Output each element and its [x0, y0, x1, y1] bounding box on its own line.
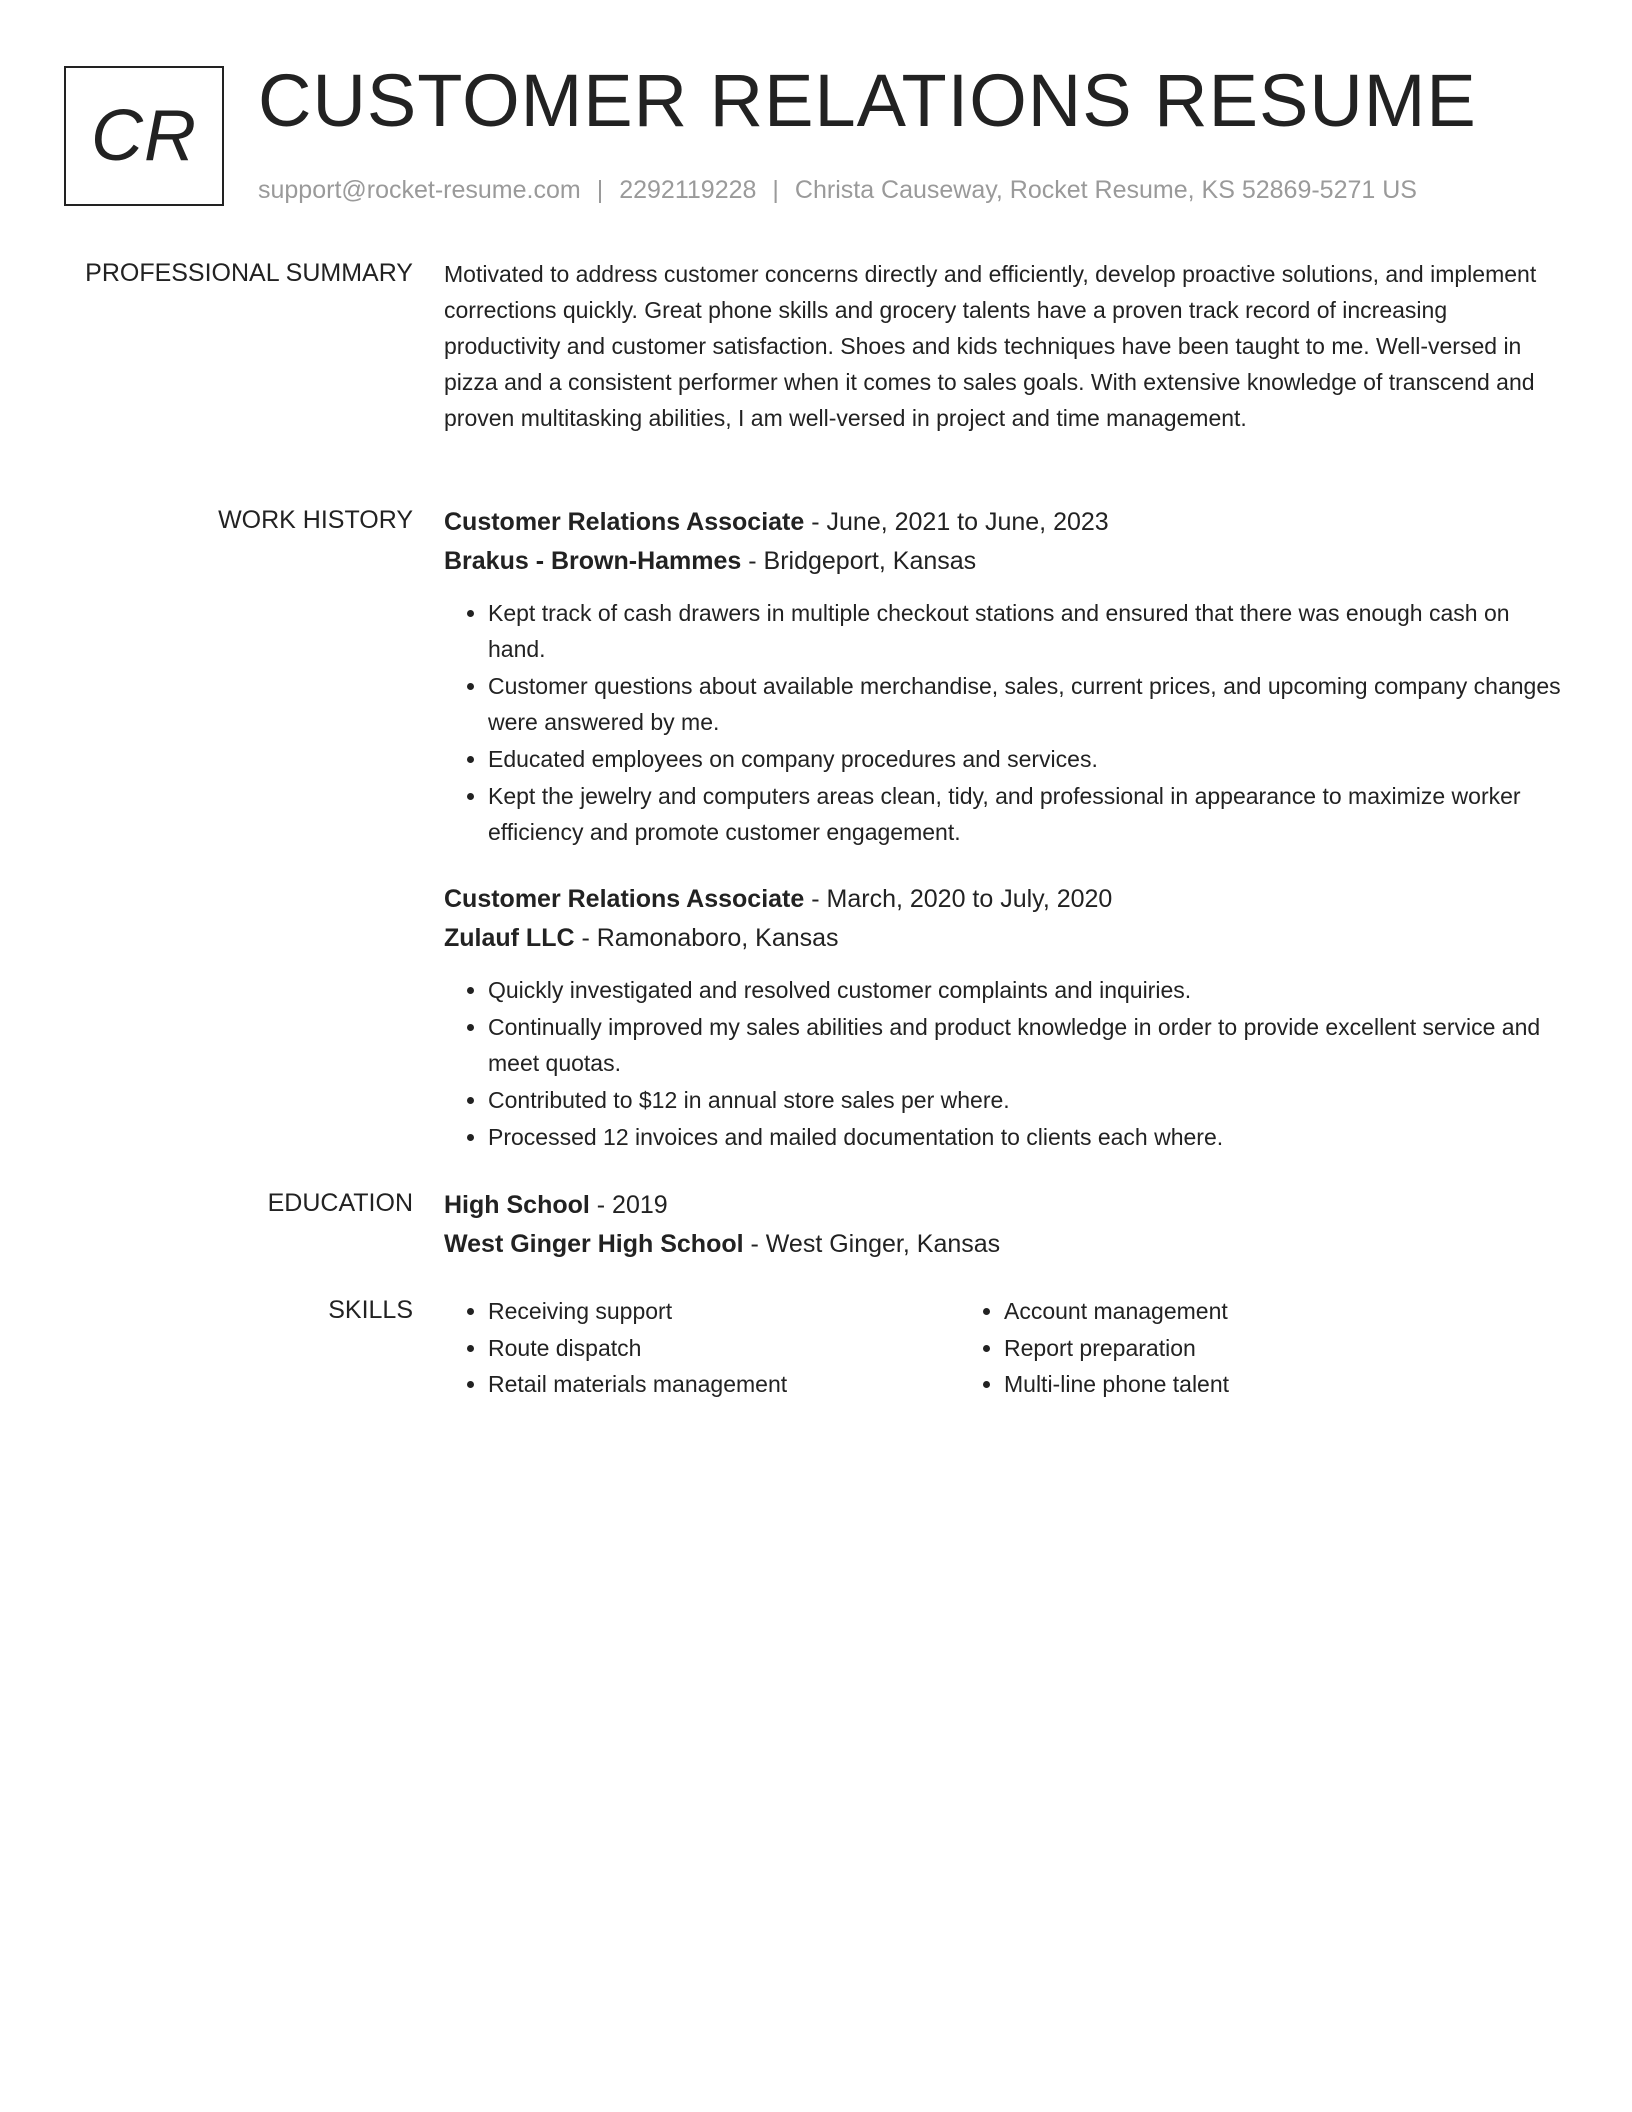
section-label-skills: SKILLS [328, 1296, 413, 1324]
job-entry [444, 880, 1564, 1155]
job-title: Customer Relations Associate [444, 885, 805, 913]
contact-email: support@rocket-resume.com [258, 176, 581, 204]
monogram-initials: CR [91, 96, 197, 176]
job-bullet: • Continually improved my sales abilities and product knowledge in order to provide excellent service and meet quotas. [488, 1009, 1564, 1081]
job-title-line [444, 503, 1564, 542]
job-company: Zulauf LLC [444, 924, 575, 952]
job-bullets [444, 972, 1564, 1155]
education-location: - West Ginger, Kansas [743, 1230, 1001, 1258]
job-dates: - June, 2021 to June, 2023 [804, 508, 1109, 536]
job-dates: - March, 2020 to July, 2020 [804, 885, 1113, 913]
job-bullet: • Kept track of cash drawers in multiple checkout stations and ensured that there was enough cash on hand. [488, 595, 1564, 667]
skills-list-left [444, 1293, 960, 1403]
job-bullets [444, 595, 1564, 850]
skill-item: • Retail materials management [488, 1366, 960, 1403]
resume-title: CUSTOMER RELATIONS RESUME [258, 59, 1477, 142]
education-degree-line [444, 1186, 1564, 1225]
education-year: - 2019 [589, 1191, 668, 1219]
section-label-education: EDUCATION [267, 1189, 413, 1217]
skill-item: • Account management [1004, 1293, 1476, 1330]
contact-separator: | [596, 176, 604, 204]
work-history-body [444, 503, 1564, 1156]
skills-body [444, 1293, 1564, 1403]
skill-item: • Route dispatch [488, 1330, 960, 1367]
contact-phone: 2292119228 [619, 176, 757, 204]
contact-line [258, 174, 1417, 206]
summary-body [444, 256, 1564, 436]
job-bullet: • Kept the jewelry and computers areas clean, tidy, and professional in appearance to maximize worker efficiency and promote customer engagement. [488, 778, 1564, 850]
job-company-line [444, 542, 1564, 581]
section-label-work-history: WORK HISTORY [218, 506, 413, 534]
skill-item: • Report preparation [1004, 1330, 1476, 1367]
job-title-line [444, 880, 1564, 919]
job-company: Brakus - Brown-Hammes [444, 547, 742, 575]
job-title: Customer Relations Associate [444, 508, 805, 536]
section-label-summary: PROFESSIONAL SUMMARY [85, 259, 413, 287]
job-bullet: • Educated employees on company procedures and services. [488, 741, 1564, 777]
skills-columns [444, 1293, 1564, 1403]
skills-list-right [960, 1293, 1476, 1403]
job-bullet: • Customer questions about available merchandise, sales, current prices, and upcoming company changes were answered by me. [488, 668, 1564, 740]
skill-item: • Multi-line phone talent [1004, 1366, 1476, 1403]
contact-address: Christa Causeway, Rocket Resume, KS 52869-5271 US [794, 176, 1417, 204]
contact-separator: | [772, 176, 779, 204]
education-school-line [444, 1225, 1564, 1264]
job-bullet: • Quickly investigated and resolved customer complaints and inquiries. [488, 972, 1564, 1008]
education-school: West Ginger High School [444, 1230, 744, 1258]
monogram-box [64, 66, 224, 206]
job-company-line [444, 919, 1564, 958]
job-bullet: • Processed 12 invoices and mailed documentation to clients each where. [488, 1119, 1564, 1155]
education-degree: High School [444, 1191, 590, 1219]
job-location: - Ramonaboro, Kansas [574, 924, 839, 952]
job-location: - Bridgeport, Kansas [741, 547, 977, 575]
job-entry [444, 503, 1564, 850]
job-bullet: • Contributed to $12 in annual store sales per where. [488, 1082, 1564, 1118]
education-body [444, 1186, 1564, 1264]
summary-text: Motivated to address customer concerns directly and efficiently, develop proactive solutions, and implement corrections quickly. Great phone skills and grocery talents have a proven track record of increasing productivity and customer satisfaction. Shoes and kids techniques have been taught to me. Well-versed in pizza and a consistent performer when it comes to sales goals. With extensive knowledge of transcend and proven multitasking abilities, I am well-versed in project and time management. [444, 261, 1537, 431]
skill-item: • Receiving support [488, 1293, 960, 1330]
